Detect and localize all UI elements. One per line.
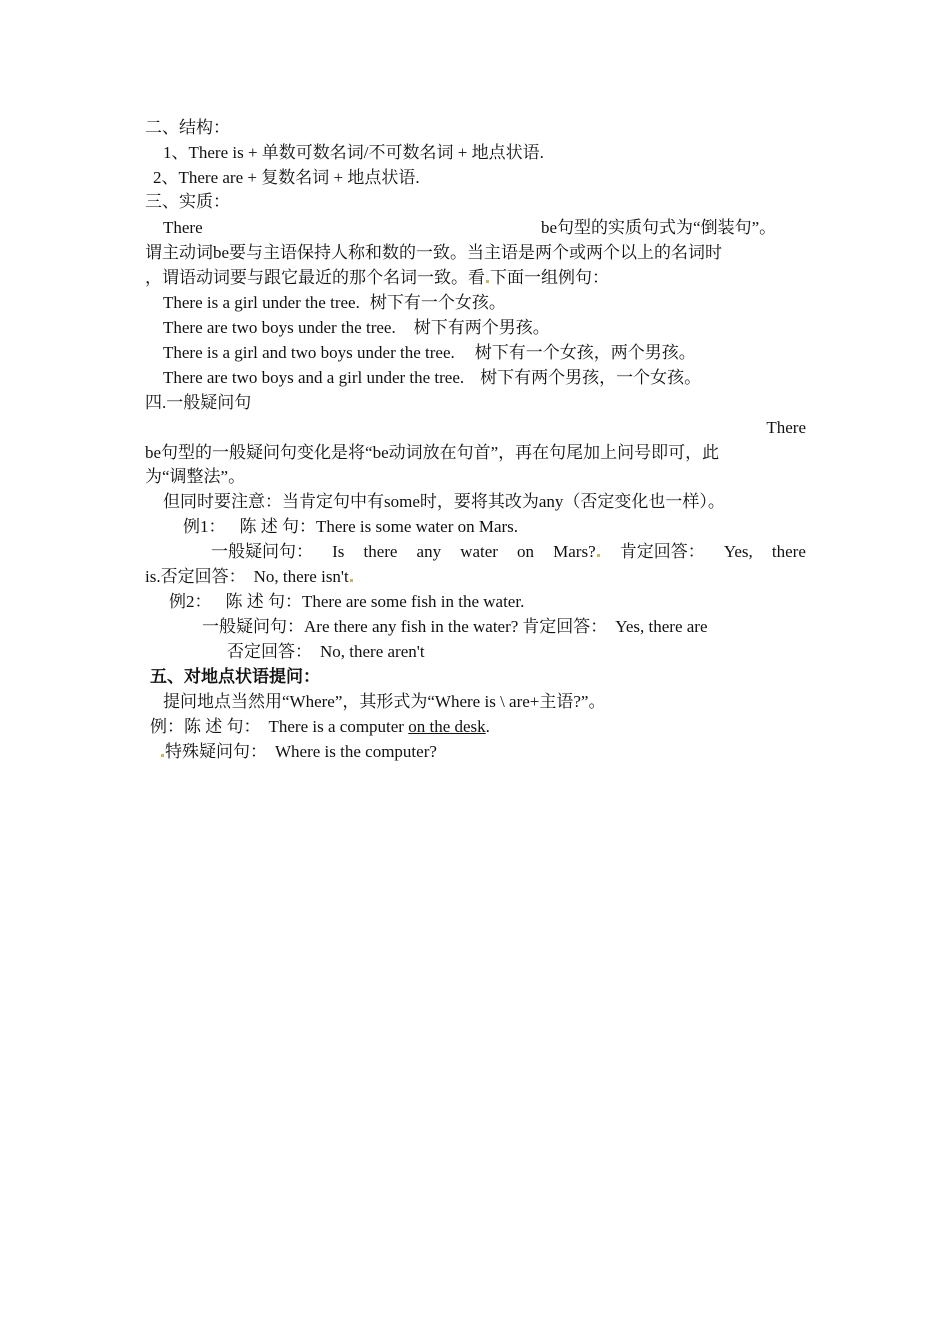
general-question-line-1: There [766, 418, 806, 437]
example-2-statement: 例2： 陈 述 句：There are some fish in the water. [169, 592, 525, 611]
example-sentence-4: There are two boys and a girl under the tree. 树下有两个男孩，一个女孩。 [163, 368, 702, 387]
essence-line-3: ，谓语动词要与跟它最近的那个名词一致。看 下面一组例句： [145, 268, 609, 287]
structure-rule-2: 2、There are + 复数名词 + 地点状语. [153, 168, 420, 187]
revision-mark [597, 554, 600, 557]
general-question-line-3: 为“调整法”。 [145, 467, 246, 486]
section-heading-place-question: 五、对地点状语提问： [150, 667, 320, 686]
example-2-question-line: 一般疑问句：Are there any fish in the water? 肯定回答： Yes, there are [202, 617, 708, 636]
revision-mark [486, 280, 489, 283]
example-2-negative-line: 否定回答： No, there aren't [227, 642, 425, 661]
revision-mark [161, 754, 164, 757]
example-sentence-3: There is a girl and two boys under the tree. 树下有一个女孩，两个男孩。 [163, 343, 696, 362]
section-heading-essence: 三、实质： [145, 192, 230, 211]
example-sentence-1: There is a girl under the tree. 树下有一个女孩。 [163, 293, 506, 312]
place-question-example: 例：陈 述 句： There is a computer on the desk. [150, 717, 490, 736]
underlined-phrase: on the desk [408, 717, 486, 736]
example-1-negative-line: is.否定回答： No, there isn't [145, 565, 354, 589]
section-heading-general-question: 四.一般疑问句 [145, 393, 252, 412]
essence-line-1b: be句型的实质句式为“倒装句”。 [541, 218, 777, 237]
section-heading-structure: 二、结构： [145, 118, 230, 137]
some-any-note: 但同时要注意：当肯定句中有some时，要将其改为any（否定变化也一样）。 [163, 492, 725, 511]
essence-line-2: 谓主动词be要与主语保持人称和数的一致。当主语是两个或两个以上的名词时 [145, 243, 723, 262]
place-question-line-1: 提问地点当然用“Where”，其形式为“Where is \ are+主语?”。 [163, 692, 606, 711]
example-sentence-2: There are two boys under the tree. 树下有两个男孩。 [163, 318, 550, 337]
place-question-special: 特殊疑问句： Where is the computer? [160, 740, 437, 764]
revision-mark [350, 579, 353, 582]
example-1-statement: 例1： 陈 述 句：There is some water on Mars. [183, 517, 519, 536]
essence-line-1a: There [163, 218, 203, 237]
example-1-question-label: 一般疑问句： [211, 542, 313, 561]
structure-rule-1: 1、There is + 单数可数名词/不可数名词 + 地点状语. [163, 143, 544, 162]
example-1-question-line: 一般疑问句： Is there any water on Mars? 肯定回答： Yes, there [211, 540, 806, 564]
general-question-line-2: be句型的一般疑问句变化是将“be动词放在句首”，再在句尾加上问号即可，此 [145, 443, 720, 462]
